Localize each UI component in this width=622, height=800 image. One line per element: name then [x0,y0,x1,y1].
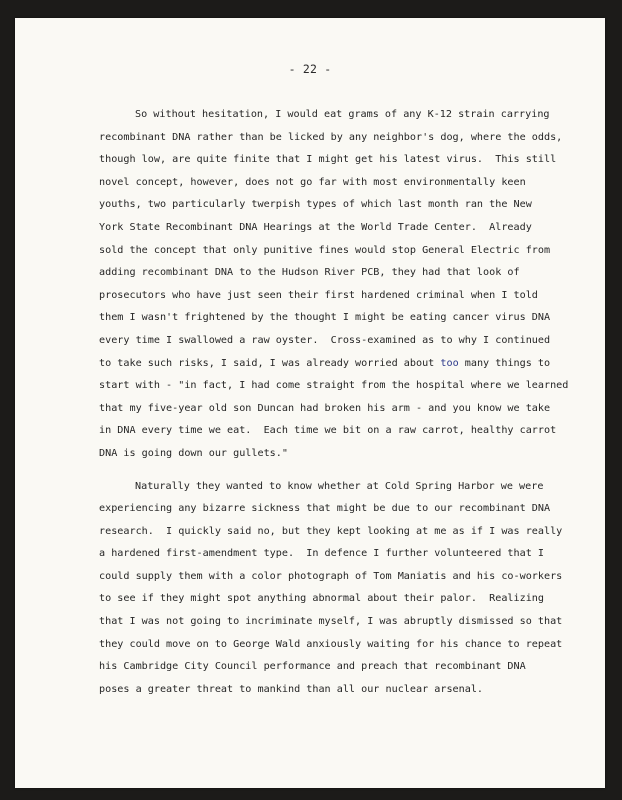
text-line: So without hesitation, I would eat grams of any K-12 strain carrying [135,109,550,120]
paragraph-gap [99,466,559,476]
document-body [99,104,569,701]
text-line: start with - "in fact, I had come straight from the hospital where we learned [99,380,569,392]
text-line: experiencing any bizarre sickness that might be due to our recombinant DNA [99,503,551,515]
text-line [99,353,559,376]
text-line: recombinant DNA rather than be licked by any neighbor's dog, where the odds, [99,131,563,143]
text-line: prosecutors who have just seen their first hardened criminal when I told [99,289,538,301]
text-segment: many things to [458,357,551,369]
text-line: they could move on to George Wald anxiously waiting for his chance to repeat [99,638,563,650]
page-number: - 22 - [288,62,332,76]
paragraph-1 [99,104,569,466]
text-line: youths, two particularly twerpish types of which last month ran the New [99,199,532,211]
document-page [15,18,605,788]
text-line: his Cambridge City Council performance and preach that recombinant DNA [99,661,526,673]
text-line: that I was not going to incriminate myself, I was abruptly dismissed so that [99,616,563,628]
text-line: every time I swallowed a raw oyster. Cross-examined as to why I continued [99,334,551,346]
text-line: York State Recombinant DNA Hearings at the World Trade Center. Already [99,221,532,233]
text-line: could supply them with a color photograph of Tom Maniatis and his co-workers [99,570,563,582]
handwritten-insertion: too [440,357,459,369]
text-segment: to take such risks, I said, I was already worried about [99,357,441,369]
text-line: a hardened first-amendment type. In defence I further volunteered that I [99,548,544,560]
paragraph-2 [99,476,563,702]
text-line: Naturally they wanted to know whether at Cold Spring Harbor we were [135,480,544,492]
text-line: that my five-year old son Duncan had broken his arm - and you know we take [99,402,551,414]
text-line: to see if they might spot anything abnormal about their palor. Realizing [99,593,544,605]
text-line: research. I quickly said no, but they kept looking at me as if I was really [99,525,563,537]
text-line: in DNA every time we eat. Each time we bit on a raw carrot, healthy carrot [99,425,557,437]
text-line: novel concept, however, does not go far with most environmentally keen [99,176,526,188]
text-line: poses a greater threat to mankind than all our nuclear arsenal. [99,683,484,695]
text-line: though low, are quite finite that I might get his latest virus. This still [99,154,557,166]
text-line: DNA is going down our gullets." [99,447,288,459]
text-line: adding recombinant DNA to the Hudson River PCB, they had that look of [99,267,520,279]
text-line: them I wasn't frightened by the thought I might be eating cancer virus DNA [99,312,551,324]
text-line: sold the concept that only punitive fines would stop General Electric from [99,244,551,256]
